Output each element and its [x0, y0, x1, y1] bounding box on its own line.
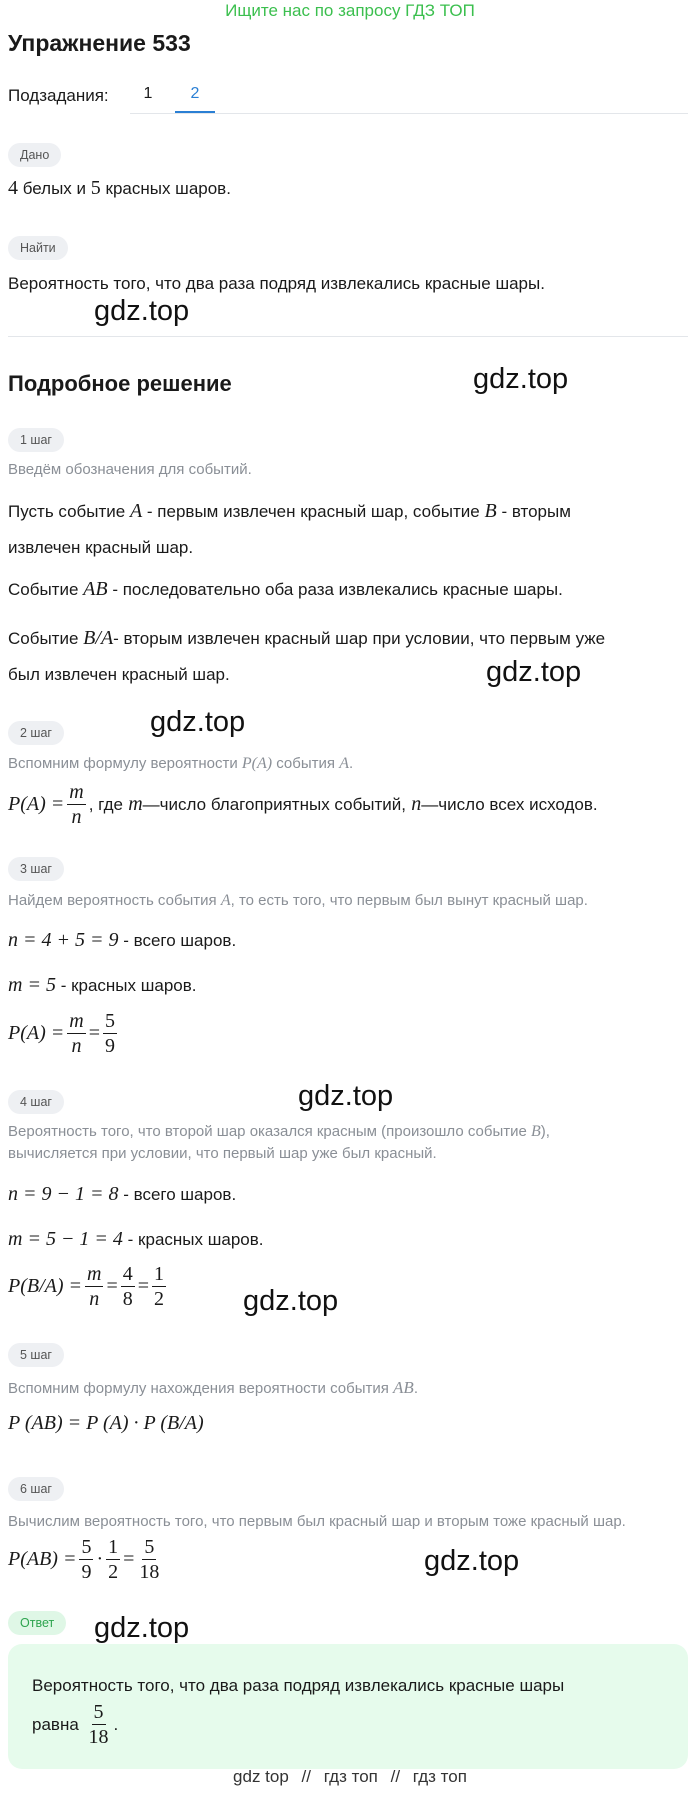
- tab-subtask-2[interactable]: 2: [175, 85, 215, 113]
- footer: gdz top // гдз топ // гдз топ: [233, 1767, 467, 1786]
- step-4-formula-1: n = 9 − 1 = 8 - всего шаров.: [8, 1183, 237, 1205]
- answer-chip: Ответ: [8, 1611, 66, 1635]
- section-divider: [8, 336, 688, 337]
- page-title: Упражнение 533: [8, 30, 191, 56]
- step-3-chip: 3 шаг: [8, 857, 64, 881]
- step-1-text-1: Пусть событие A - первым извлечен красный шар, событие B - вторым извлечен красный шар.: [8, 500, 571, 557]
- watermark: gdz.top: [486, 656, 582, 688]
- find-chip: Найти: [8, 236, 68, 260]
- tabs-divider: [130, 113, 688, 114]
- tab-subtask-1[interactable]: 1: [143, 85, 153, 102]
- step-3-formula-3: P(A) = $\frac{m}{n}$ = $\frac{5}{9}$: [8, 1010, 115, 1057]
- watermark: gdz.top: [424, 1545, 520, 1577]
- step-5-formula: P (AB) = P (A) · P (B/A): [8, 1412, 204, 1434]
- step-5-chip: 5 шаг: [8, 1343, 64, 1367]
- step-4-chip: 4 шаг: [8, 1090, 64, 1114]
- step-2-hint: Вспомним формулу вероятности P(A) события A.: [8, 755, 354, 772]
- footer-link-gdz-top-ru[interactable]: гдз топ: [323, 1767, 378, 1786]
- step-3-formula-1: n = 4 + 5 = 9 - всего шаров.: [8, 929, 237, 951]
- given-chip: Дано: [8, 143, 61, 167]
- step-1-chip: 1 шаг: [8, 428, 64, 452]
- search-banner: Ищите нас по запросу ГДЗ ТОП: [225, 1, 475, 20]
- footer-link-gdz-top-ru-2[interactable]: гдз топ: [412, 1767, 467, 1786]
- step-5-hint: Вспомним формулу нахождения вероятности события AB.: [8, 1378, 418, 1397]
- step-4-hint: Вероятность того, что второй шар оказался красным (произошло событие B), вычисляется при условии, что первый шар уже был красный.: [8, 1123, 550, 1162]
- step-3-formula-2: m = 5 - красных шаров.: [8, 974, 197, 996]
- step-6-hint: Вычислим вероятность того, что первым был красный шар и вторым тоже красный шар.: [8, 1513, 626, 1530]
- step-1-text-3: Событие B/A- вторым извлечен красный шар при условии, что первым уже был извлечен красный шар.: [8, 627, 606, 684]
- watermark: gdz.top: [94, 295, 190, 327]
- footer-link-gdz-top[interactable]: gdz top: [233, 1767, 289, 1786]
- watermark: gdz.top: [150, 706, 246, 738]
- step-1-hint: Введём обозначения для событий.: [8, 461, 252, 478]
- step-6-formula: P(AB) = $\frac{5}{9}$ · $\frac{1}{2}$ = $\frac{5}{18}$: [8, 1536, 160, 1583]
- step-4-formula-3: P(B/A) = $\frac{m}{n}$ = $\frac{4}{8}$ = $\frac{1}{2}$: [8, 1263, 165, 1310]
- step-3-hint: Найдем вероятность события A, то есть того, что первым был вынут красный шар.: [8, 892, 588, 909]
- watermark: gdz.top: [94, 1612, 190, 1644]
- step-6-chip: 6 шаг: [8, 1477, 64, 1501]
- given-text: 4 белых и 5 красных шаров.: [8, 177, 231, 199]
- step-1-text-2: Событие AB - последовательно оба раза извлекались красные шары.: [8, 578, 563, 600]
- step-2-formula: P(A) = $\frac{m}{n}$ , где m —число благоприятных событий, n —число всех исходов.: [8, 781, 598, 828]
- step-2-chip: 2 шаг: [8, 721, 64, 745]
- step-4-formula-2: m = 5 − 1 = 4 - красных шаров.: [8, 1228, 264, 1250]
- watermark: gdz.top: [243, 1285, 339, 1317]
- watermark: gdz.top: [298, 1080, 394, 1112]
- solution-title: Подробное решение: [8, 371, 232, 396]
- watermark: gdz.top: [473, 363, 569, 395]
- answer-text: Вероятность того, что два раза подряд извлекались красные шары равна $\frac{5}{18}$ .: [32, 1676, 565, 1748]
- find-text: Вероятность того, что два раза подряд извлекались красные шары.: [8, 274, 545, 293]
- subtasks-label: Подзадания:: [8, 86, 109, 105]
